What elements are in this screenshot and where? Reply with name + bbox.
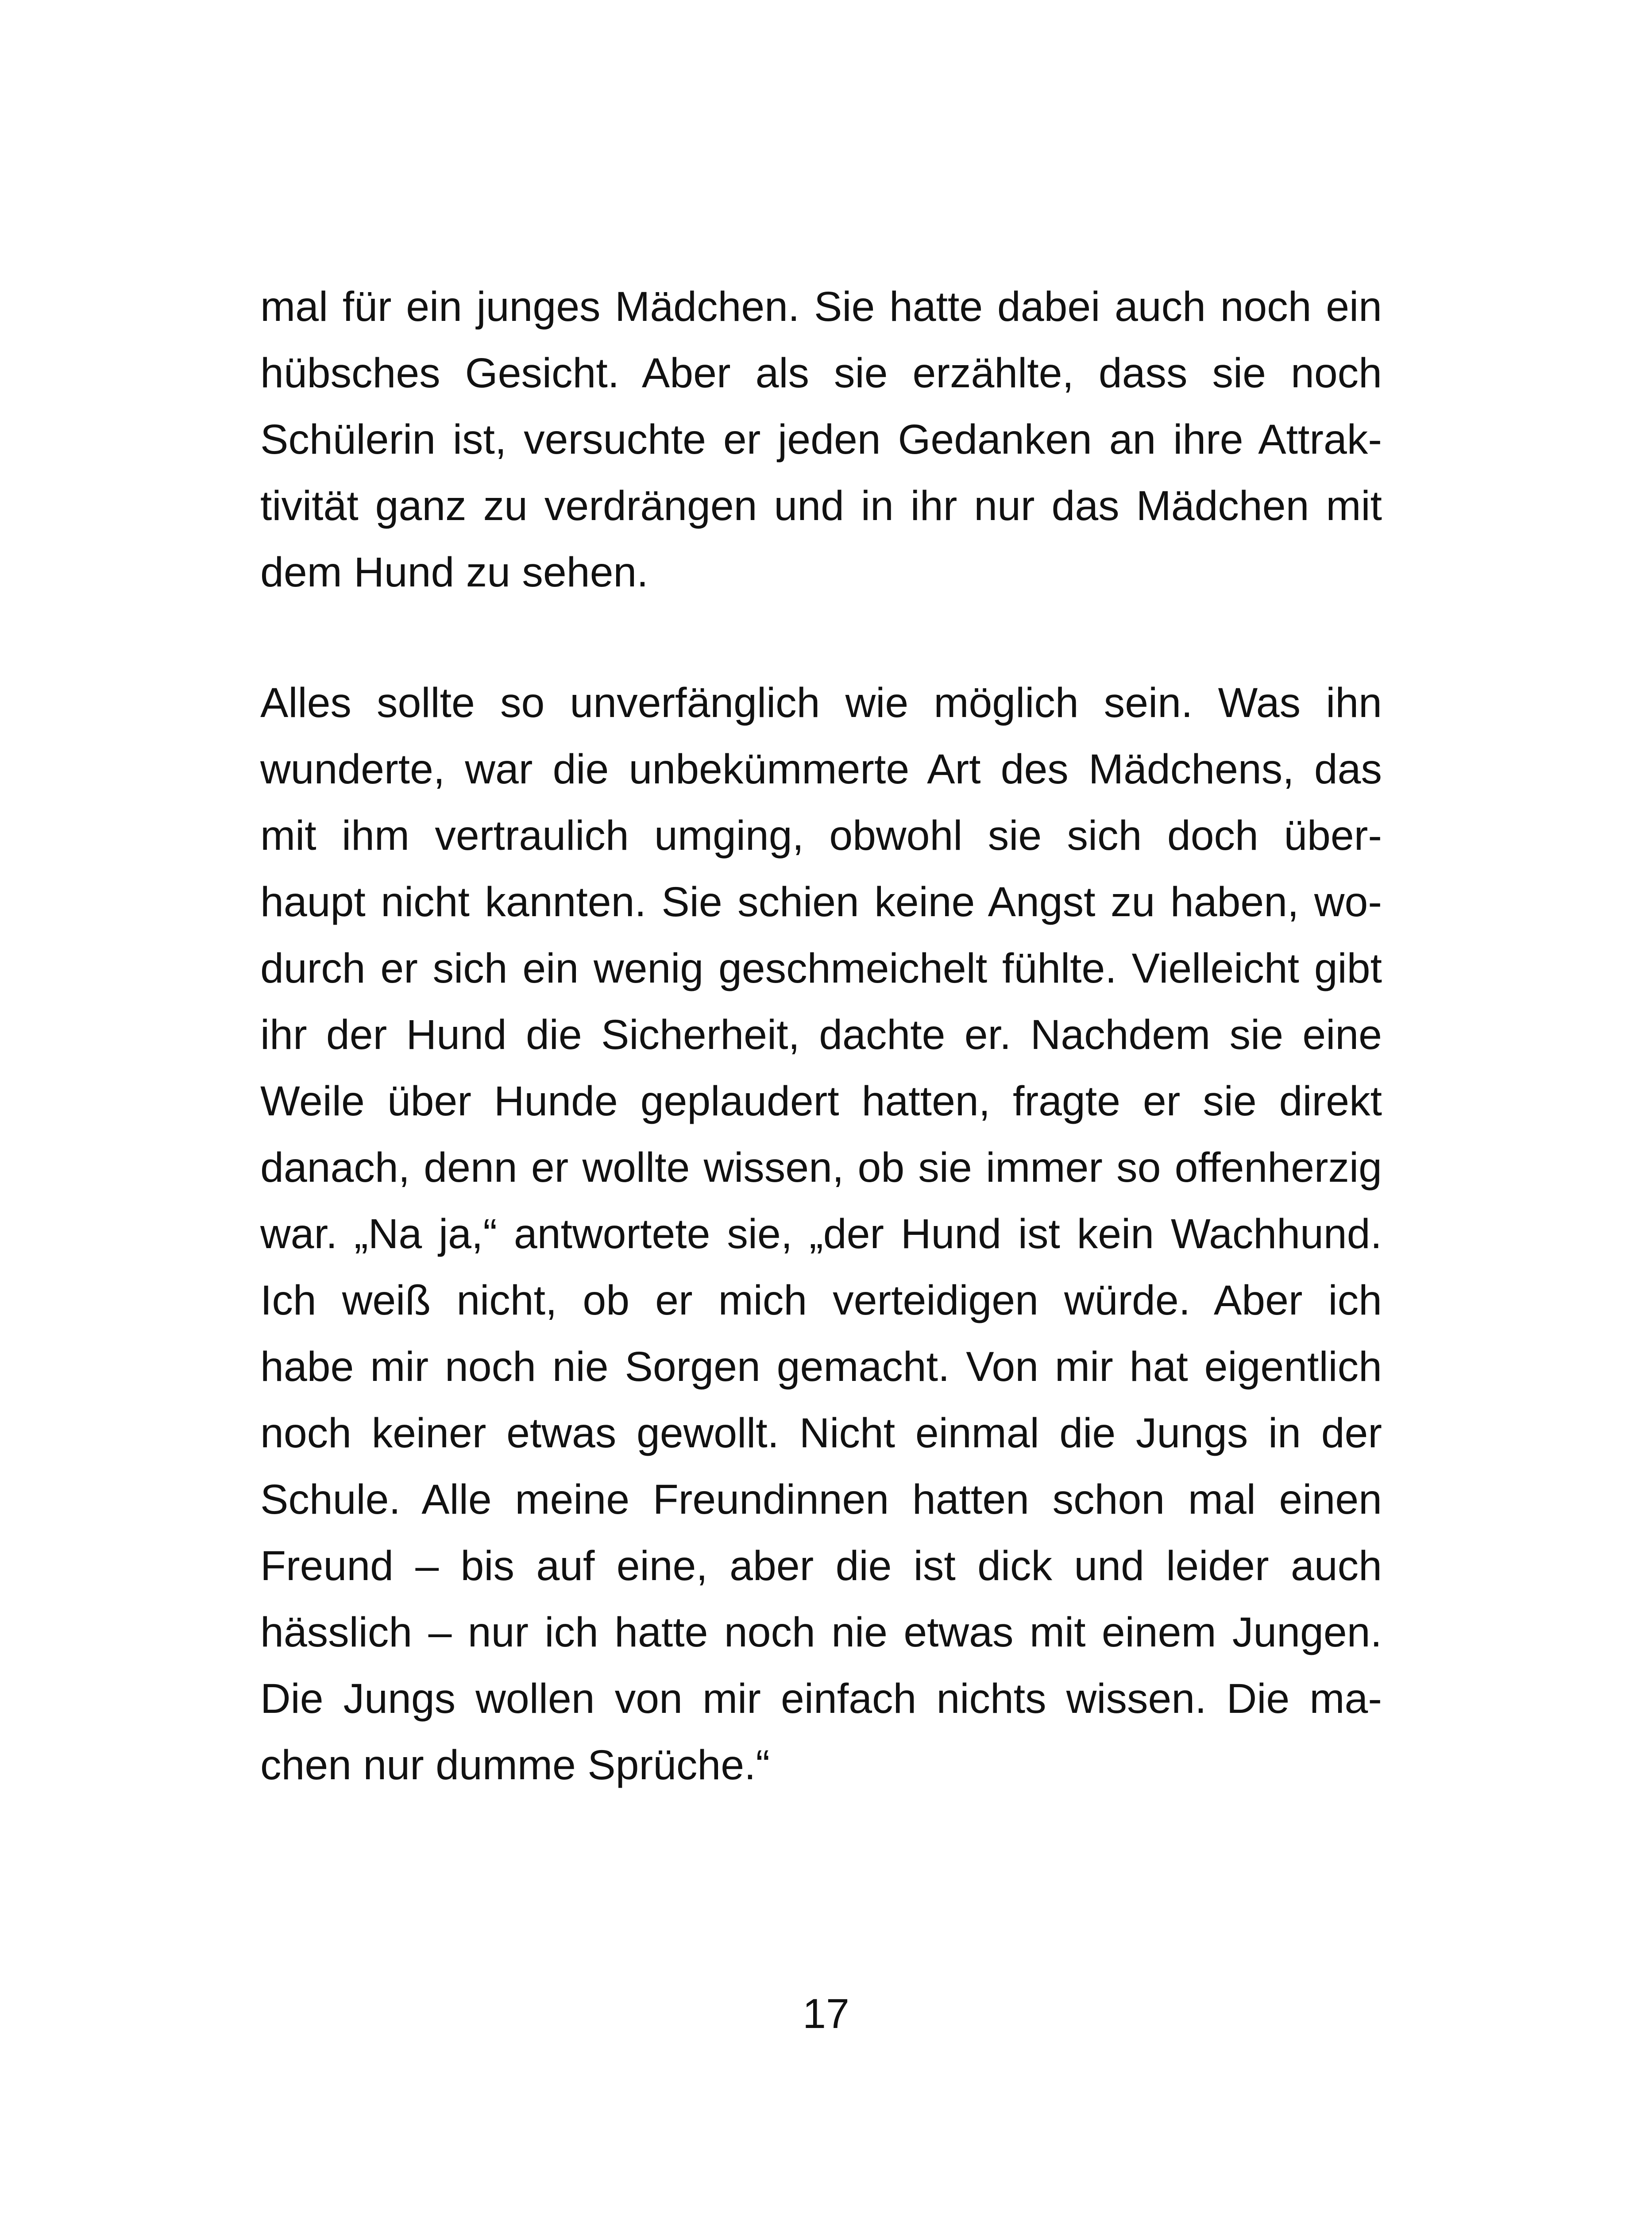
text-line: mit ihm vertraulich umging, obwohl sie sich doch über- [260,812,1382,859]
text-line: tivität ganz zu verdrängen und in ihr nur das Mädchen mit [260,482,1382,529]
text-line: ihr der Hund die Sicherheit, dachte er. Nachdem sie eine [260,1011,1382,1058]
text-line: haupt nicht kannten. Sie schien keine Angst zu haben, wo- [260,879,1382,925]
text-line: noch keiner etwas gewollt. Nicht einmal die Jungs in der [260,1410,1382,1457]
paragraph-1 [260,274,1382,605]
paragraph-2 [260,670,1382,1798]
text-line: Weile über Hunde geplaudert hatten, fragte er sie direkt [260,1078,1382,1125]
text-line: Ich weiß nicht, ob er mich verteidigen würde. Aber ich [260,1277,1382,1324]
text-line: war. „Na ja,“ antwortete sie, „der Hund ist kein Wachhund. [260,1211,1382,1257]
text-line: habe mir noch nie Sorgen gemacht. Von mir hat eigentlich [260,1343,1382,1390]
text-line: Die Jungs wollen von mir einfach nichts wissen. Die ma- [260,1675,1382,1722]
text-line: Freund – bis auf eine, aber die ist dick und leider auch [260,1542,1382,1589]
page-number: 17 [803,1990,849,2037]
text-line: Alles sollte so unverfänglich wie möglich sein. Was ihn [260,679,1382,726]
text-line: hübsches Gesicht. Aber als sie erzählte, dass sie noch [260,350,1382,397]
text-line: Schülerin ist, versuchte er jeden Gedanken an ihre Attrak- [260,416,1382,463]
text-line: hässlich – nur ich hatte noch nie etwas mit einem Jungen. [260,1609,1382,1656]
text-line: durch er sich ein wenig geschmeichelt fühlte. Vielleicht gibt [260,945,1382,992]
text-line: Schule. Alle meine Freundinnen hatten schon mal einen [260,1476,1382,1523]
text-line: danach, denn er wollte wissen, ob sie immer so offenherzig [260,1144,1382,1191]
text-line: chen nur dumme Sprüche.“ [260,1742,770,1789]
text-line: wunderte, war die unbekümmerte Art des Mädchens, das [260,746,1382,793]
text-line: dem Hund zu sehen. [260,549,648,596]
text-line: mal für ein junges Mädchen. Sie hatte dabei auch noch ein [260,283,1382,330]
